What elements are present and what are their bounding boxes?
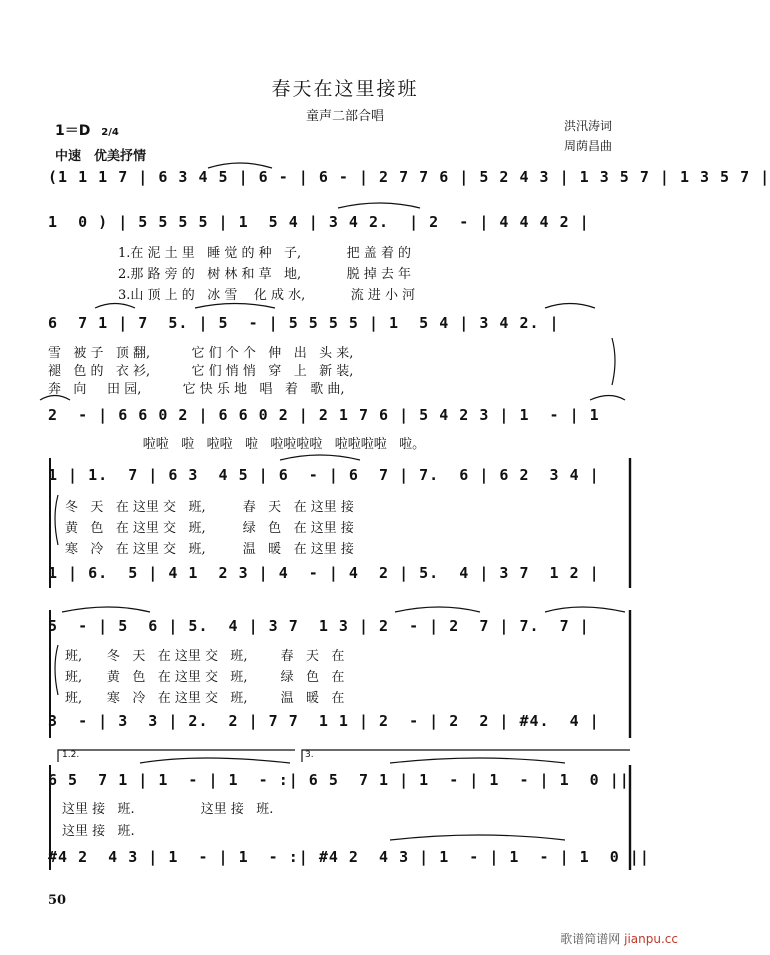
lyric-verse-3: 奔 向 田 园, 它 快 乐 地 唱 着 歌 曲,: [48, 382, 345, 397]
staff-line-7-upper-notes: 6 5 7 1 | 1 - | 1 - :| 6 5 7 1 | 1 - | 1 - | 1 0 ||: [48, 771, 630, 789]
slur: [390, 835, 565, 840]
lyric-verse-3: 3.山 顶 上 的 冰 雪 化 成 水, 流 进 小 河: [118, 288, 416, 303]
page-number: 50: [48, 893, 67, 908]
lyric-ending-2: 这里 接 班.: [62, 824, 135, 839]
slur: [40, 396, 70, 401]
slur: [140, 758, 290, 763]
staff-line-1-notes: (1 1 1 7 | 6 3 4 5 | 6 - | 6 - | 2 7 7 6 | 5 2 4 3 | 1 3 5 7 | 1 3 5 7 |: [48, 168, 770, 186]
lyric-ending-1: 这里 接 班. 这里 接 班.: [62, 802, 274, 817]
verse-brace: [55, 495, 58, 545]
lyric-verse-3: 班, 寒 冷 在 这里 交 班, 温 暖 在: [65, 691, 345, 706]
staff-line-7-lower-notes: #4 2 4 3 | 1 - | 1 - :| #4 2 4 3 | 1 - | 1 - | 1 0 ||: [48, 848, 650, 866]
song-title: 春天在这里接班: [271, 78, 419, 100]
watermark-url: jianpu.cc: [624, 932, 678, 946]
lyric-verse-1: 冬 天 在 这里 交 班, 春 天 在 这里 接: [65, 500, 354, 515]
lyricist-credit: 洪汛涛词: [563, 119, 612, 133]
slur: [545, 607, 625, 612]
tempo-marking: 中速 优美抒情: [55, 149, 147, 164]
staff-line-6-upper-notes: 5 - | 5 6 | 5. 4 | 3 7 1 3 | 2 - | 2 7 | 7. 7 |: [48, 617, 590, 635]
staff-line-2-notes: 1 0 ) | 5 5 5 5 | 1 5 4 | 3 4 2. | 2 - | 4 4 4 2 |: [48, 213, 590, 231]
composer-credit: 周荫昌曲: [563, 139, 612, 153]
verse-brace: [612, 338, 615, 385]
slur: [195, 304, 275, 309]
slur: [280, 455, 360, 460]
staff-line-5-lower-notes: 1 | 6. 5 | 4 1 2 3 | 4 - | 4 2 | 5. 4 | 3 7 1 2 |: [48, 564, 600, 582]
staff-line-6-lower-notes: 3 - | 3 3 | 2. 2 | 7 7 1 1 | 2 - | 2 2 | #4. 4 |: [48, 712, 600, 730]
lyric-verse-2: 黄 色 在 这里 交 班, 绿 色 在 这里 接: [65, 521, 354, 536]
lyric-verse-2: 褪 色 的 衣 衫, 它 们 悄 悄 穿 上 新 装,: [48, 364, 354, 379]
slur: [208, 163, 272, 168]
staff-line-5-upper-notes: 1 | 1. 7 | 6 3 4 5 | 6 - | 6 7 | 7. 6 | 6 2 3 4 |: [48, 466, 600, 484]
slur: [95, 304, 135, 309]
slur: [395, 607, 480, 612]
lyric-verse-2: 班, 黄 色 在 这里 交 班, 绿 色 在: [65, 670, 345, 685]
slur: [62, 607, 150, 612]
lyric-verse-2: 2.那 路 旁 的 树 林 和 草 地, 脱 掉 去 年: [118, 267, 411, 282]
lyric-verse-1: 班, 冬 天 在 这里 交 班, 春 天 在: [65, 649, 345, 664]
volta-first-ending: 1.2.: [62, 750, 80, 760]
verse-brace: [55, 645, 58, 695]
slur: [545, 304, 595, 309]
volta-bracket-2: [302, 750, 630, 762]
lyric-verse-3: 寒 冷 在 这里 交 班, 温 暖 在 这里 接: [65, 542, 354, 557]
key-text: 1＝D: [55, 123, 91, 139]
slur: [390, 758, 565, 763]
slur: [590, 396, 625, 401]
volta-third-ending: 3.: [305, 750, 314, 760]
watermark-text: 歌谱简谱网: [560, 932, 621, 946]
slur: [338, 203, 420, 208]
song-subtitle: 童声二部合唱: [305, 109, 384, 124]
staff-line-3-notes: 6 7 1 | 7 5. | 5 - | 5 5 5 5 | 1 5 4 | 3 4 2. |: [48, 314, 560, 332]
lyric-verse-1: 雪 被 子 顶 翻, 它 们 个 个 伸 出 头 来,: [48, 346, 354, 361]
lyric-verse-1: 1.在 泥 土 里 睡 觉 的 种 子, 把 盖 着 的: [118, 246, 411, 261]
time-signature: 2/4: [101, 127, 119, 138]
lyric-la: 啦啦 啦 啦啦 啦 啦啦啦啦 啦啦啦啦 啦。: [118, 437, 426, 452]
staff-line-4-notes: 2 - | 6 6 0 2 | 6 6 0 2 | 2 1 7 6 | 5 4 2 3 | 1 - | 1: [48, 406, 600, 424]
